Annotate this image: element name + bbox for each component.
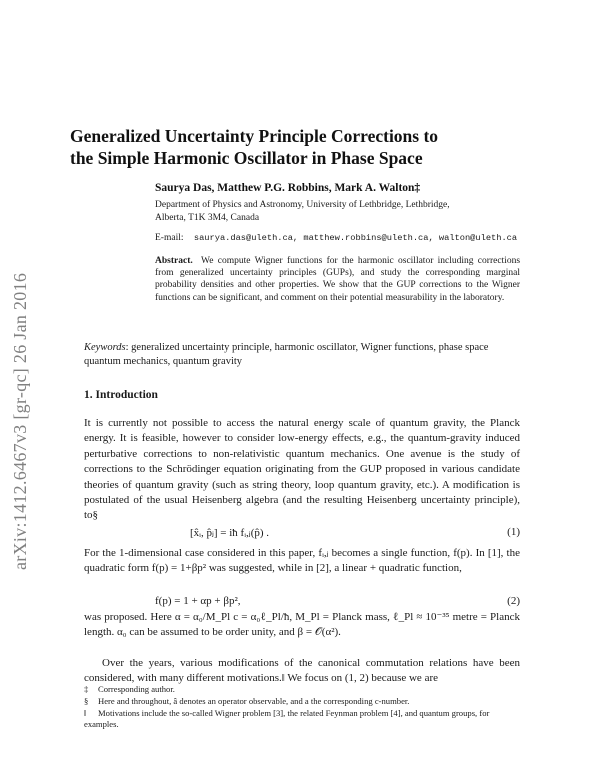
footnote	[84, 684, 520, 696]
email-addresses[interactable]: saurya.das@uleth.ca, matthew.robbins@uleth.ca, walton@uleth.ca	[193, 233, 518, 243]
footnote-mark: §	[84, 695, 89, 706]
arxiv-identifier-stamp[interactable]: arXiv:1412.6467v3 [gr-qc] 26 Jan 2016	[10, 272, 30, 570]
footnote-text: Motivations include the so-called Wigner problem [3], the related Feynman problem [4], and quantum groups, for examples.	[84, 707, 490, 730]
footnote	[84, 708, 520, 732]
footnotes	[84, 684, 520, 731]
footnote	[84, 696, 520, 708]
email-line	[155, 233, 555, 243]
footnote-mark: ‖	[84, 707, 87, 718]
section-heading-introduction: 1. Introduction	[84, 389, 158, 401]
footnote-mark: ‡	[84, 684, 89, 694]
intro-paragraph-1: It is currently not possible to access the natural energy scale of quantum gravity, the Planck energy. It is feasible, however to consider low-energy effects, e.g., the quantum-gravity induced perturbative corrections to non-relativistic quantum mechanics. One avenue is the study of corrections to the Schrödinger equation originating from the GUP proposed in various candidate theories of quantum gravity (such as string theory, loop quantum gravity, etc.). A modification is postulated of the usual Heisenberg algebra (and the resulting Heisenberg uncertainty principle), to§	[84, 417, 520, 522]
affiliation-line-1: Department of Physics and Astronomy, University of Lethbridge, Lethbridge,	[155, 200, 450, 210]
intro-paragraph-3: was proposed. Here α = α₀/M_Pl c = α₀ℓ_Pl/ħ, M_Pl = Planck mass, ℓ_Pl ≈ 10⁻³⁵ metre = Planck length. α₀ can be assumed to be order unity, and β = 𝒪(α²).	[84, 611, 520, 639]
equation-2-number: (2)	[507, 595, 520, 607]
paper-title	[70, 125, 540, 169]
affiliation-line-2: Alberta, T1K 3M4, Canada	[155, 212, 260, 223]
keywords-text: : generalized uncertainty principle, harmonic oscillator, Wigner functions, phase space quantum mechanics, quantum gravity	[84, 342, 489, 367]
equation-1-number: (1)	[507, 526, 520, 538]
equation-1: [x̂ᵢ, p̂ⱼ] = iħ fᵢ,ⱼ(p̂) .	[190, 527, 270, 539]
equation-2: f(p) = 1 + αp + βp²,	[155, 595, 241, 607]
intro-paragraph-2: For the 1-dimensional case considered in this paper, fᵢ,ⱼ becomes a single function, f(p). In [1], the quadratic form f(p) = 1+βp² was suggested, while in [2], a linear + quadratic function,	[84, 547, 520, 575]
footnote-text: Here and throughout, â denotes an operator observable, and a the corresponding c-number.	[98, 695, 410, 706]
author-list: Saurya Das, Matthew P.G. Robbins, Mark A. Walton‡	[155, 182, 421, 194]
affiliation	[155, 199, 495, 224]
keywords-label: Keywords	[84, 342, 126, 353]
title-line-2: the Simple Harmonic Oscillator in Phase Space	[70, 148, 423, 168]
email-label: E-mail:	[155, 233, 184, 243]
title-line-1: Generalized Uncertainty Principle Corrections to	[70, 126, 439, 146]
abstract	[155, 255, 520, 304]
keywords	[84, 341, 524, 369]
abstract-text: We compute Wigner functions for the harmonic oscillator including corrections from generalized uncertainty principles (GUPs), and study the corresponding marginal probability densities and other properties. We show that the GUP corrections to the Wigner functions can be significant, and comment on their potential measurability in the laboratory.	[155, 256, 521, 303]
abstract-label: Abstract.	[155, 256, 193, 266]
intro-paragraph-4: Over the years, various modifications of the canonical commutation relations have been considered, with many different motivations.‖ We focus on (1, 2) because we are	[84, 657, 520, 685]
footnote-text: Corresponding author.	[98, 684, 175, 694]
